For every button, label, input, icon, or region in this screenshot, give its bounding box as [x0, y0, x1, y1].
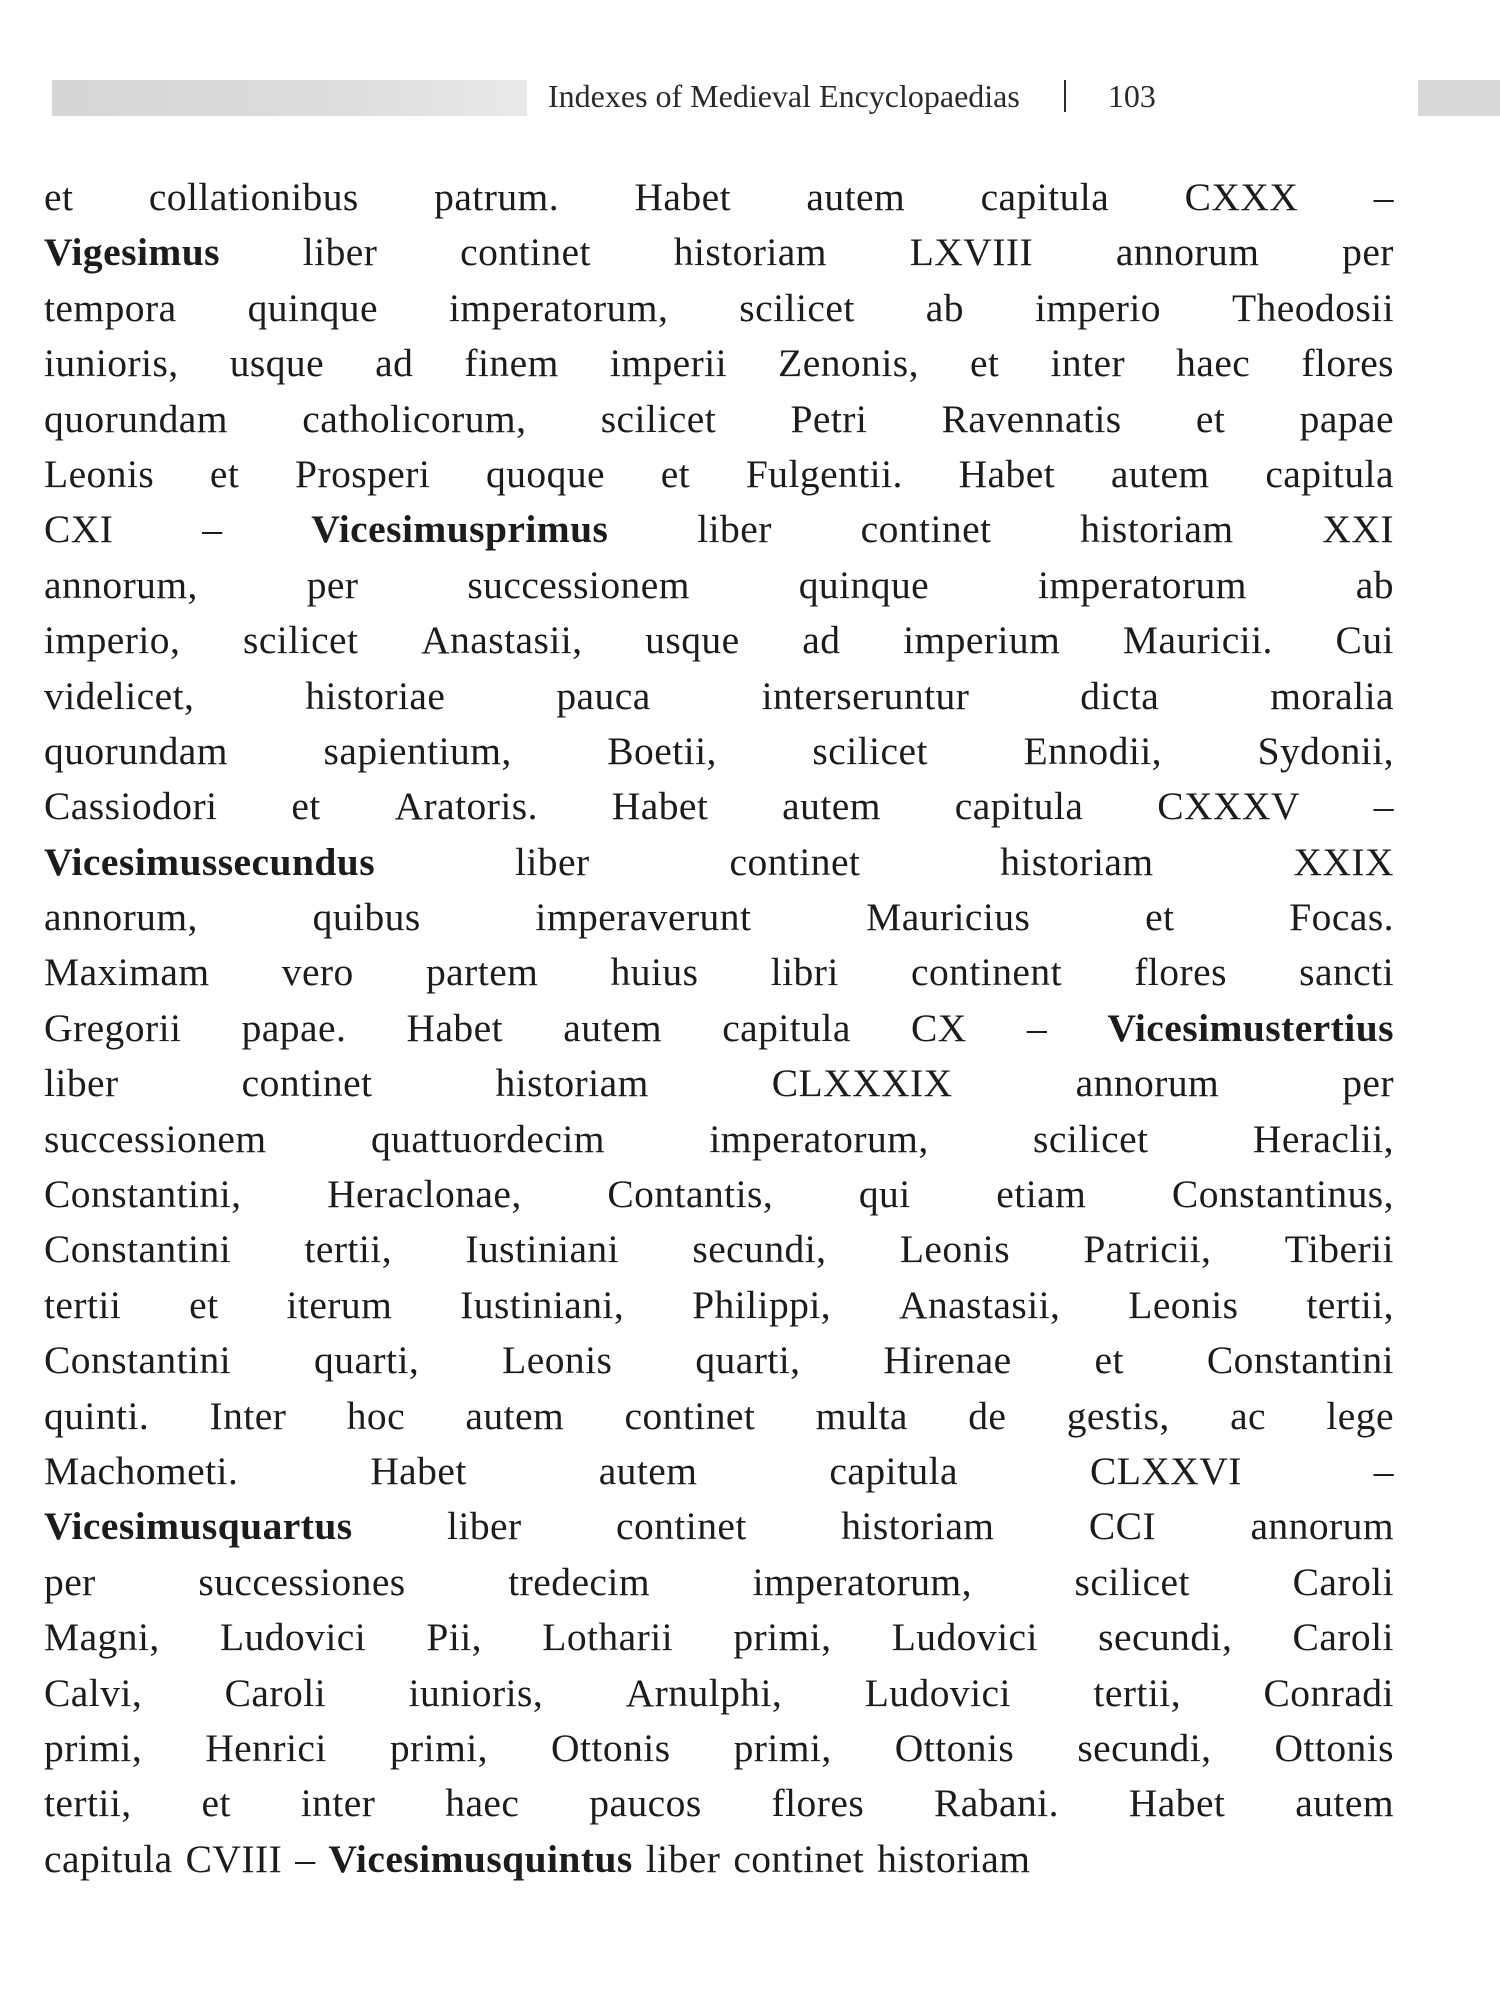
word: huius	[610, 950, 699, 995]
word: ac	[1230, 1393, 1267, 1438]
word: pauca	[556, 673, 651, 718]
word: secundi,	[1098, 1615, 1233, 1660]
text-line	[44, 1056, 1394, 1111]
text-line	[44, 613, 1394, 668]
text-line	[44, 1389, 1394, 1444]
word: papae.	[241, 1005, 347, 1050]
text-line	[44, 170, 1394, 225]
word: autem	[563, 1005, 662, 1050]
word: Rabani.	[934, 1781, 1059, 1826]
word: flores	[771, 1781, 865, 1826]
word: per	[306, 562, 359, 607]
page-number: 103	[1107, 77, 1156, 114]
word: –	[1373, 175, 1394, 219]
word: liber	[697, 507, 772, 552]
word: Caroli	[1292, 1559, 1394, 1604]
text-line	[44, 1555, 1394, 1610]
word: imperio	[1034, 285, 1161, 330]
word: ab	[925, 285, 964, 330]
word: catholicorum,	[302, 396, 527, 441]
word: autem	[806, 175, 906, 219]
word: CXXX	[1184, 175, 1299, 219]
word: Anastasii,	[421, 618, 583, 663]
word: Inter	[209, 1393, 287, 1438]
word: quibus	[312, 895, 421, 940]
word: Constantini	[1206, 1338, 1394, 1383]
word: CCI	[1088, 1504, 1157, 1549]
word: Mauricius	[866, 895, 1031, 940]
word: CLXXXIX	[771, 1061, 953, 1106]
word: primi,	[44, 1725, 143, 1770]
text-line	[44, 1666, 1394, 1721]
word: autem	[465, 1393, 565, 1438]
word: Leonis	[44, 451, 155, 496]
word: Habet	[958, 451, 1056, 496]
word: tertii,	[1093, 1670, 1182, 1715]
word: ad	[802, 618, 841, 663]
book-heading-word: Vicesimusquintus	[328, 1836, 633, 1881]
word: Contantis,	[607, 1172, 774, 1217]
word: –	[1373, 784, 1394, 829]
word: Maximam	[44, 950, 210, 995]
word: capitula	[980, 175, 1110, 219]
word: secundi,	[692, 1227, 827, 1272]
word: Habet	[406, 1005, 504, 1050]
word: Habet	[611, 784, 709, 829]
word: Gregorii	[44, 1005, 182, 1050]
word: Fulgentii.	[745, 451, 903, 496]
text-line	[44, 558, 1394, 613]
word: Ottonis	[894, 1725, 1015, 1770]
word: Leonis	[502, 1338, 613, 1383]
word: videlicet,	[44, 673, 195, 718]
text-line	[44, 1001, 1394, 1056]
word: historiam	[673, 230, 827, 275]
word: Magni,	[44, 1615, 160, 1660]
word: Lotharii	[542, 1615, 674, 1660]
word: tertii,	[1306, 1282, 1394, 1327]
word: continent	[911, 950, 1063, 995]
word: Constantini	[44, 1227, 232, 1272]
word: partem	[425, 950, 539, 995]
word: imperio,	[44, 618, 181, 663]
word: successionem	[44, 1116, 267, 1161]
text-line	[44, 1721, 1394, 1776]
word: usque	[229, 341, 325, 386]
word: scilicet	[739, 285, 855, 330]
text-line	[44, 392, 1394, 447]
word: Ottonis	[551, 1725, 671, 1770]
word: Prosperi	[295, 451, 431, 496]
book-heading-word: Vigesimus	[44, 230, 220, 275]
word: tertii,	[304, 1227, 393, 1272]
word: et	[291, 784, 321, 829]
word: scilicet	[812, 728, 928, 773]
running-head-title: Indexes of Medieval Encyclopaedias	[548, 77, 1020, 114]
word: Mauricii.	[1122, 618, 1273, 663]
word: autem	[598, 1448, 698, 1493]
word: historiae	[305, 673, 446, 718]
word: Constantini,	[44, 1172, 242, 1217]
word: annorum,	[44, 562, 198, 607]
header-shade-band-right	[1418, 80, 1500, 116]
word: multa	[815, 1393, 908, 1438]
word: gestis,	[1066, 1393, 1170, 1438]
word: quinque	[798, 562, 930, 607]
word: Pii,	[426, 1615, 482, 1660]
word: Leonis	[1128, 1282, 1239, 1327]
text-line	[44, 447, 1394, 502]
word: liber	[44, 1061, 119, 1106]
body-text	[44, 170, 1394, 1887]
text-line	[44, 1278, 1394, 1333]
word: lege	[1326, 1393, 1394, 1438]
word: Constantinus,	[1171, 1172, 1394, 1217]
word: –	[1373, 1448, 1394, 1493]
word: scilicet	[1074, 1559, 1190, 1604]
word: Leonis	[899, 1227, 1011, 1272]
word: autem	[1110, 451, 1210, 496]
word: liber	[302, 230, 378, 275]
text-line	[44, 281, 1394, 336]
word: LXVIII	[909, 230, 1034, 275]
word: patrum.	[434, 175, 560, 219]
word: annorum,	[44, 895, 198, 940]
word: capitula	[722, 1005, 851, 1050]
book-heading-word: Vicesimussecundus	[44, 839, 376, 884]
text-line	[44, 1112, 1394, 1167]
word: etiam	[996, 1172, 1087, 1217]
text-line	[44, 336, 1394, 391]
word: moralia	[1270, 673, 1394, 718]
word: scilicet	[600, 396, 717, 441]
text-line	[44, 1444, 1394, 1499]
word: Focas.	[1289, 895, 1394, 940]
word: Zenonis,	[778, 341, 919, 386]
word: CLXXVI	[1089, 1448, 1242, 1493]
word: capitula	[44, 1836, 173, 1881]
word: liber	[645, 1836, 721, 1881]
word: hoc	[346, 1393, 406, 1438]
word: scilicet	[243, 618, 359, 663]
word: imperatorum,	[752, 1559, 972, 1604]
word: et	[1094, 1338, 1124, 1383]
word: Arnulphi,	[625, 1670, 783, 1715]
word: ad	[375, 341, 414, 386]
word: et	[969, 341, 1000, 386]
word: quattuordecim	[370, 1116, 605, 1161]
book-heading-word: Vicesimusprimus	[311, 507, 609, 552]
word: haec	[1176, 341, 1251, 386]
text-line	[44, 779, 1394, 834]
word: et	[189, 1282, 219, 1327]
word: quinti.	[44, 1393, 150, 1438]
word: de	[968, 1393, 1007, 1438]
word: primi,	[733, 1725, 832, 1770]
word: Cassiodori	[44, 784, 218, 829]
word: inter	[300, 1781, 376, 1826]
word: CXXXV	[1157, 784, 1300, 829]
text-line	[44, 890, 1394, 945]
word: tertii	[44, 1282, 122, 1327]
word: successionem	[467, 562, 690, 607]
word: secundi,	[1077, 1725, 1212, 1770]
word: usque	[645, 618, 740, 663]
word: Hirenae	[883, 1338, 1012, 1383]
word: continet	[624, 1393, 756, 1438]
word: Ottonis	[1274, 1725, 1394, 1770]
word: XXIX	[1293, 839, 1394, 884]
word: annorum	[1250, 1504, 1394, 1549]
word: Anastasii,	[898, 1282, 1061, 1327]
word: haec	[445, 1781, 520, 1826]
word: successiones	[198, 1559, 406, 1604]
word: autem	[1295, 1781, 1394, 1826]
text-line	[44, 1333, 1394, 1388]
word: CXI	[44, 507, 114, 552]
word: Heraclonae,	[327, 1172, 522, 1217]
word: dicta	[1080, 673, 1160, 718]
word: tertii,	[44, 1781, 132, 1826]
word: Tiberii	[1284, 1227, 1394, 1272]
word: finem	[464, 341, 559, 386]
word: iunioris,	[44, 341, 179, 386]
text-line	[44, 1167, 1394, 1222]
word: Philippi,	[692, 1282, 832, 1327]
word: quorundam	[44, 396, 228, 441]
word: Ludovici	[891, 1615, 1038, 1660]
word: per	[1342, 1061, 1394, 1106]
book-heading-word: Vicesimusquartus	[44, 1504, 353, 1549]
text-line	[44, 1499, 1394, 1554]
word: Habet	[370, 1448, 467, 1493]
word: imperatorum,	[709, 1116, 929, 1161]
word: capitula	[954, 784, 1084, 829]
word: Boetii,	[607, 728, 717, 773]
word: imperatorum,	[449, 285, 669, 330]
header-shade-band-left	[52, 80, 527, 116]
word: historiam	[495, 1061, 649, 1106]
word: Ravennatis	[941, 396, 1122, 441]
word: Henrici	[205, 1725, 327, 1770]
word: et	[209, 451, 240, 496]
word: et	[1195, 396, 1226, 441]
text-line	[44, 502, 1394, 557]
word: et	[1145, 895, 1175, 940]
word: continet	[860, 507, 992, 552]
word: capitula	[829, 1448, 959, 1493]
word: imperatorum	[1037, 562, 1247, 607]
text-line	[44, 225, 1394, 280]
word: collationibus	[148, 175, 359, 219]
word: vero	[281, 950, 354, 995]
word: iunioris,	[408, 1670, 544, 1715]
word: CX	[911, 1005, 967, 1050]
text-line	[44, 1832, 1394, 1887]
text-line	[44, 669, 1394, 724]
word: et	[44, 175, 74, 219]
word: Heraclii,	[1252, 1116, 1394, 1161]
word: Calvi,	[44, 1670, 143, 1715]
word: continet	[729, 839, 861, 884]
word: historiam	[1000, 839, 1154, 884]
word: primi,	[733, 1615, 832, 1660]
word: historiam	[877, 1836, 1031, 1881]
word: quorundam	[44, 728, 228, 773]
word: historiam	[841, 1504, 995, 1549]
word: Ennodii,	[1023, 728, 1162, 773]
word: qui	[858, 1172, 911, 1217]
word: sancti	[1299, 950, 1394, 995]
running-head-separator	[1064, 80, 1066, 112]
text-line	[44, 835, 1394, 890]
word: imperii	[609, 341, 728, 386]
word: Habet	[634, 175, 732, 219]
word: capitula	[1265, 451, 1394, 496]
word: primi,	[389, 1725, 488, 1770]
word: continet	[241, 1061, 373, 1106]
word: papae	[1299, 396, 1394, 441]
word: –	[1026, 1005, 1048, 1050]
word: liber	[514, 839, 590, 884]
word: annorum	[1115, 230, 1260, 275]
word: Iustiniani	[465, 1227, 620, 1272]
word: XXI	[1322, 507, 1394, 552]
text-line	[44, 1776, 1394, 1831]
word: Caroli	[1292, 1615, 1394, 1660]
word: Constantini	[44, 1338, 232, 1383]
word: Conradi	[1263, 1670, 1394, 1715]
word: Sydonii,	[1257, 728, 1394, 773]
word: annorum	[1075, 1061, 1220, 1106]
word: historiam	[1080, 507, 1234, 552]
word: autem	[782, 784, 881, 829]
word: Aratoris.	[394, 784, 538, 829]
word: Ludovici	[219, 1615, 367, 1660]
word: continet	[460, 230, 591, 275]
word: –	[202, 507, 223, 552]
word: sapientium,	[323, 728, 512, 773]
word: et	[660, 451, 691, 496]
word: paucos	[589, 1781, 702, 1826]
word: Cui	[1335, 618, 1394, 663]
word: Patricii,	[1083, 1227, 1212, 1272]
book-heading-word: Vicesimustertius	[1107, 1005, 1394, 1050]
word: flores	[1301, 341, 1394, 386]
word: quinque	[247, 285, 378, 330]
text-line	[44, 1222, 1394, 1277]
word: quarti,	[695, 1338, 801, 1383]
word: quoque	[486, 451, 605, 496]
word: quarti,	[314, 1338, 420, 1383]
text-line	[44, 945, 1394, 1000]
word: inter	[1050, 341, 1126, 386]
text-line	[44, 724, 1394, 779]
word: continet	[616, 1504, 747, 1549]
word: Habet	[1128, 1781, 1226, 1826]
running-head	[548, 74, 1156, 118]
text-line	[44, 1610, 1394, 1665]
word: libri	[770, 950, 839, 995]
word: Ludovici	[864, 1670, 1011, 1715]
word: per	[1342, 230, 1394, 275]
word: Machometi.	[44, 1448, 239, 1493]
word: Petri	[790, 396, 868, 441]
word: interseruntur	[761, 673, 970, 718]
word: continet	[733, 1836, 865, 1881]
word: Caroli	[224, 1670, 327, 1715]
word: flores	[1134, 950, 1227, 995]
word: CVIII	[185, 1836, 283, 1881]
word: liber	[446, 1504, 522, 1549]
word: tempora	[44, 285, 177, 330]
word: ab	[1355, 562, 1394, 607]
word: iterum	[286, 1282, 393, 1327]
word: scilicet	[1033, 1116, 1149, 1161]
word: Theodosii	[1231, 285, 1394, 330]
word: –	[295, 1836, 316, 1881]
word: et	[201, 1781, 231, 1826]
word: Iustiniani,	[460, 1282, 625, 1327]
word: imperium	[903, 618, 1061, 663]
word: imperaverunt	[535, 895, 752, 940]
word: per	[44, 1559, 96, 1604]
word: tredecim	[508, 1559, 651, 1604]
